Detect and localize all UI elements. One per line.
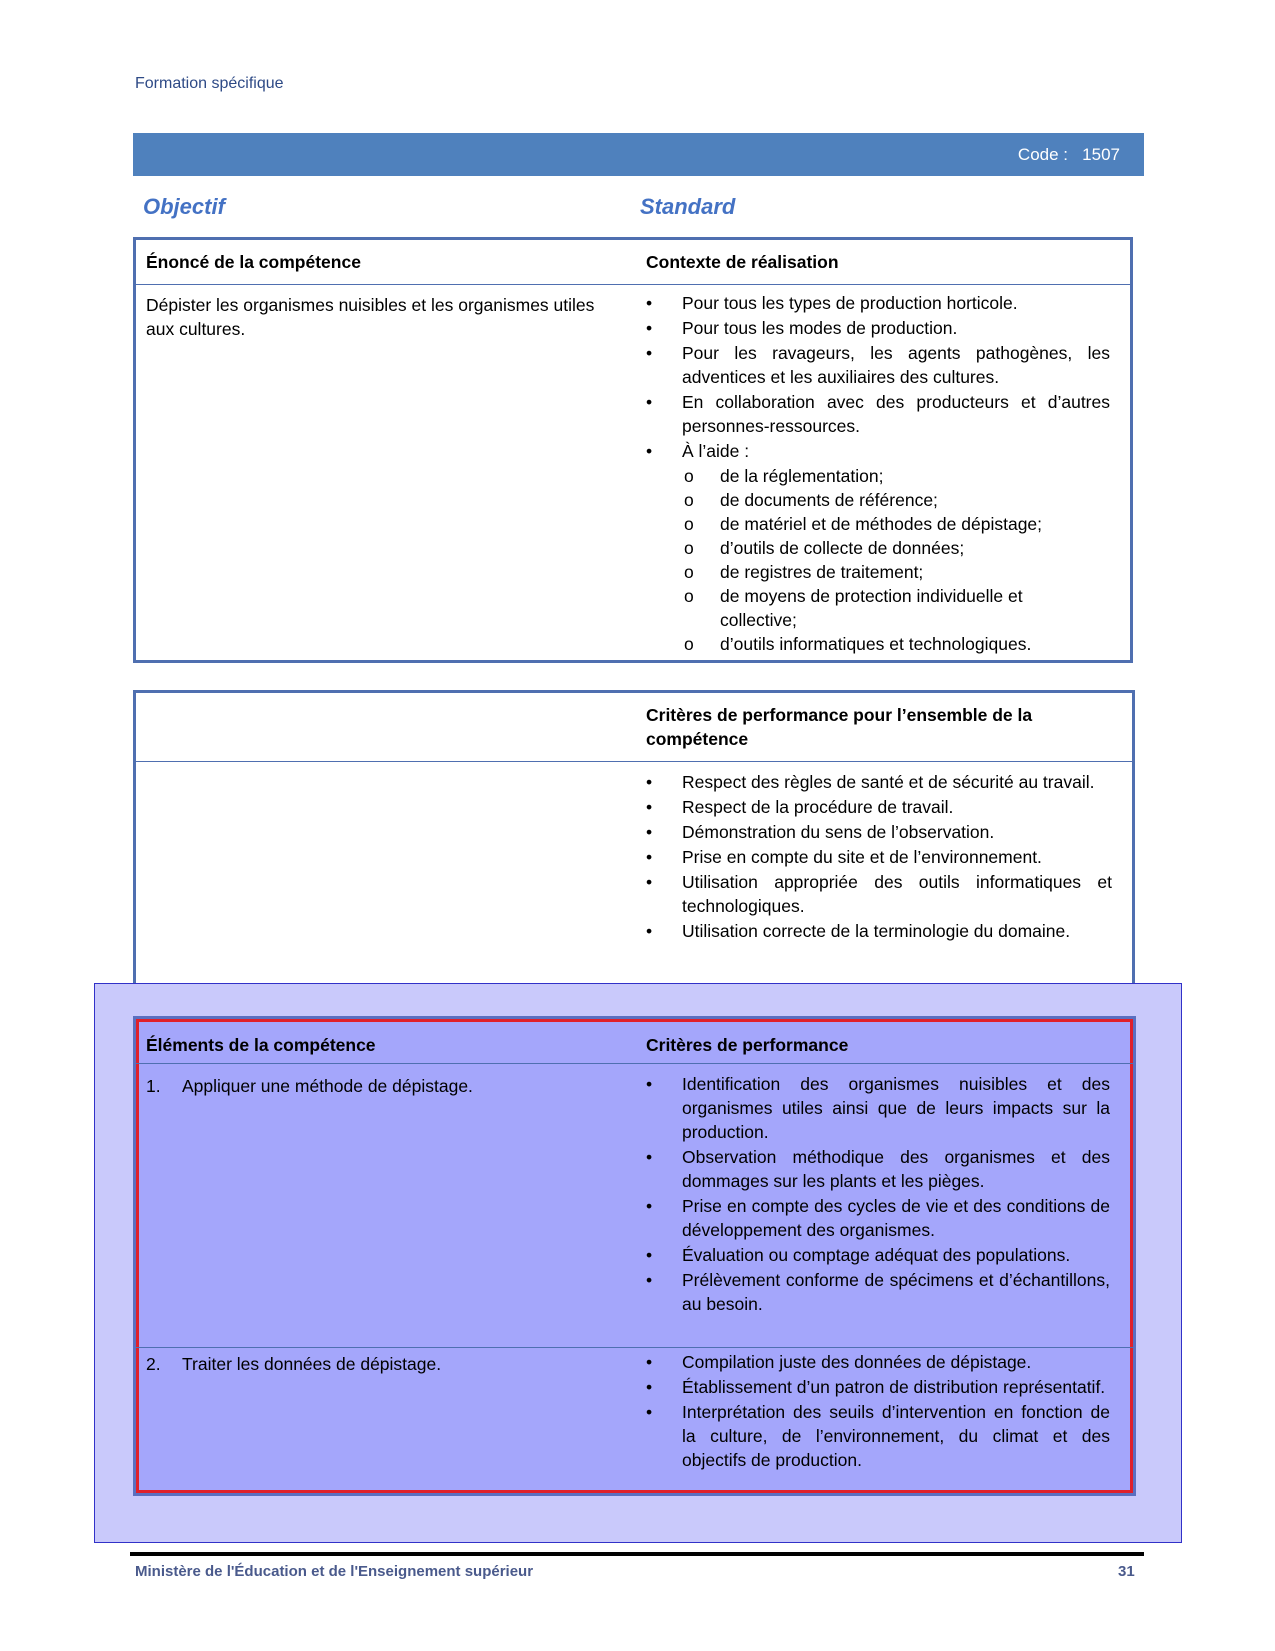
list-item: • À l’aide : (646, 439, 1110, 463)
list-item: o d’outils informatiques et technologiques. (646, 632, 1110, 656)
list-item: • Utilisation appropriée des outils informatiques et technologiques. (646, 870, 1112, 918)
list-item: o de registres de traitement; (646, 560, 1110, 584)
list-item: • Utilisation correcte de la terminologie du domaine. (646, 919, 1112, 943)
list-item: • Prise en compte du site et de l’environnement. (646, 845, 1112, 869)
list-item: o de moyens de protection individuelle et collective; (646, 584, 1110, 632)
list-item: • Pour les ravageurs, les agents pathogènes, les adventices et les auxiliaires des cultures. (646, 341, 1110, 389)
elements-criteria-table (133, 1016, 1136, 1496)
list-item: • Pour tous les types de production horticole. (646, 291, 1110, 315)
criteria-list-2 (646, 1350, 1110, 1473)
code-bar (133, 133, 1144, 176)
row-divider (136, 1347, 1133, 1348)
list-item: • Prise en compte des cycles de vie et des conditions de développement des organismes. (646, 1194, 1110, 1242)
footer-rule (130, 1552, 1144, 1556)
element-1 (146, 1074, 626, 1098)
list-item: • Pour tous les modes de production. (646, 316, 1110, 340)
competency-context-table (133, 237, 1133, 663)
element-label: Appliquer une méthode de dépistage. (182, 1076, 473, 1096)
list-item: • Observation méthodique des organismes et des dommages sur les plants et les pièges. (646, 1145, 1110, 1193)
element-number: 2. (146, 1354, 161, 1374)
list-item: • Évaluation ou comptage adéquat des populations. (646, 1243, 1110, 1267)
list-item: • Identification des organismes nuisibles et des organismes utiles ainsi que de leurs impacts sur la production. (646, 1072, 1110, 1144)
list-item: o de la réglementation; (646, 464, 1110, 488)
list-item: • Établissement d’un patron de distribution représentatif. (646, 1375, 1110, 1399)
enonce-heading: Énoncé de la compétence (146, 252, 361, 272)
list-item: o d’outils de collecte de données; (646, 536, 1110, 560)
table-header (136, 240, 1130, 285)
list-item: • Respect de la procédure de travail. (646, 795, 1112, 819)
table-header (136, 1019, 1133, 1064)
global-criteria-table (133, 690, 1135, 990)
list-item: • Compilation juste des données de dépistage. (646, 1350, 1110, 1374)
footer-ministry: Ministère de l'Éducation et de l'Enseignement supérieur (135, 1563, 534, 1580)
element-label: Traiter les données de dépistage. (182, 1354, 442, 1374)
competency-code: Code : 1507 (1017, 145, 1120, 164)
list-item: • En collaboration avec des producteurs et d’autres personnes-ressources. (646, 390, 1110, 438)
context-list (646, 291, 1110, 656)
table-header (136, 693, 1132, 762)
contexte-heading: Contexte de réalisation (646, 252, 839, 272)
global-criteria-list (646, 770, 1112, 944)
list-item: • Interprétation des seuils d’intervention en fonction de la culture, de l’environnement, du climat et des objectifs de production. (646, 1400, 1110, 1472)
criteria-heading: Critères de performance (646, 1035, 849, 1055)
list-item: • Démonstration du sens de l’observation. (646, 820, 1112, 844)
list-item: • Prélèvement conforme de spécimens et d’échantillons, au besoin. (646, 1268, 1110, 1316)
elements-heading: Éléments de la compétence (146, 1035, 376, 1055)
criteria-list-1 (646, 1072, 1110, 1317)
aide-sublist (646, 464, 1110, 656)
standard-title: Standard (640, 194, 736, 219)
global-criteria-heading: Critères de performance pour l’ensemble de la compétence (646, 705, 1033, 749)
objectif-title: Objectif (143, 194, 225, 219)
list-item: • Respect des règles de santé et de sécurité au travail. (646, 770, 1112, 794)
element-number: 1. (146, 1076, 161, 1096)
running-title: Formation spécifique (135, 75, 284, 92)
list-item: o de matériel et de méthodes de dépistage; (646, 512, 1110, 536)
competency-statement: Dépister les organismes nuisibles et les organismes utiles aux cultures. (146, 295, 595, 339)
page-number: 31 (1118, 1563, 1135, 1580)
element-2 (146, 1352, 626, 1376)
list-item: o de documents de référence; (646, 488, 1110, 512)
